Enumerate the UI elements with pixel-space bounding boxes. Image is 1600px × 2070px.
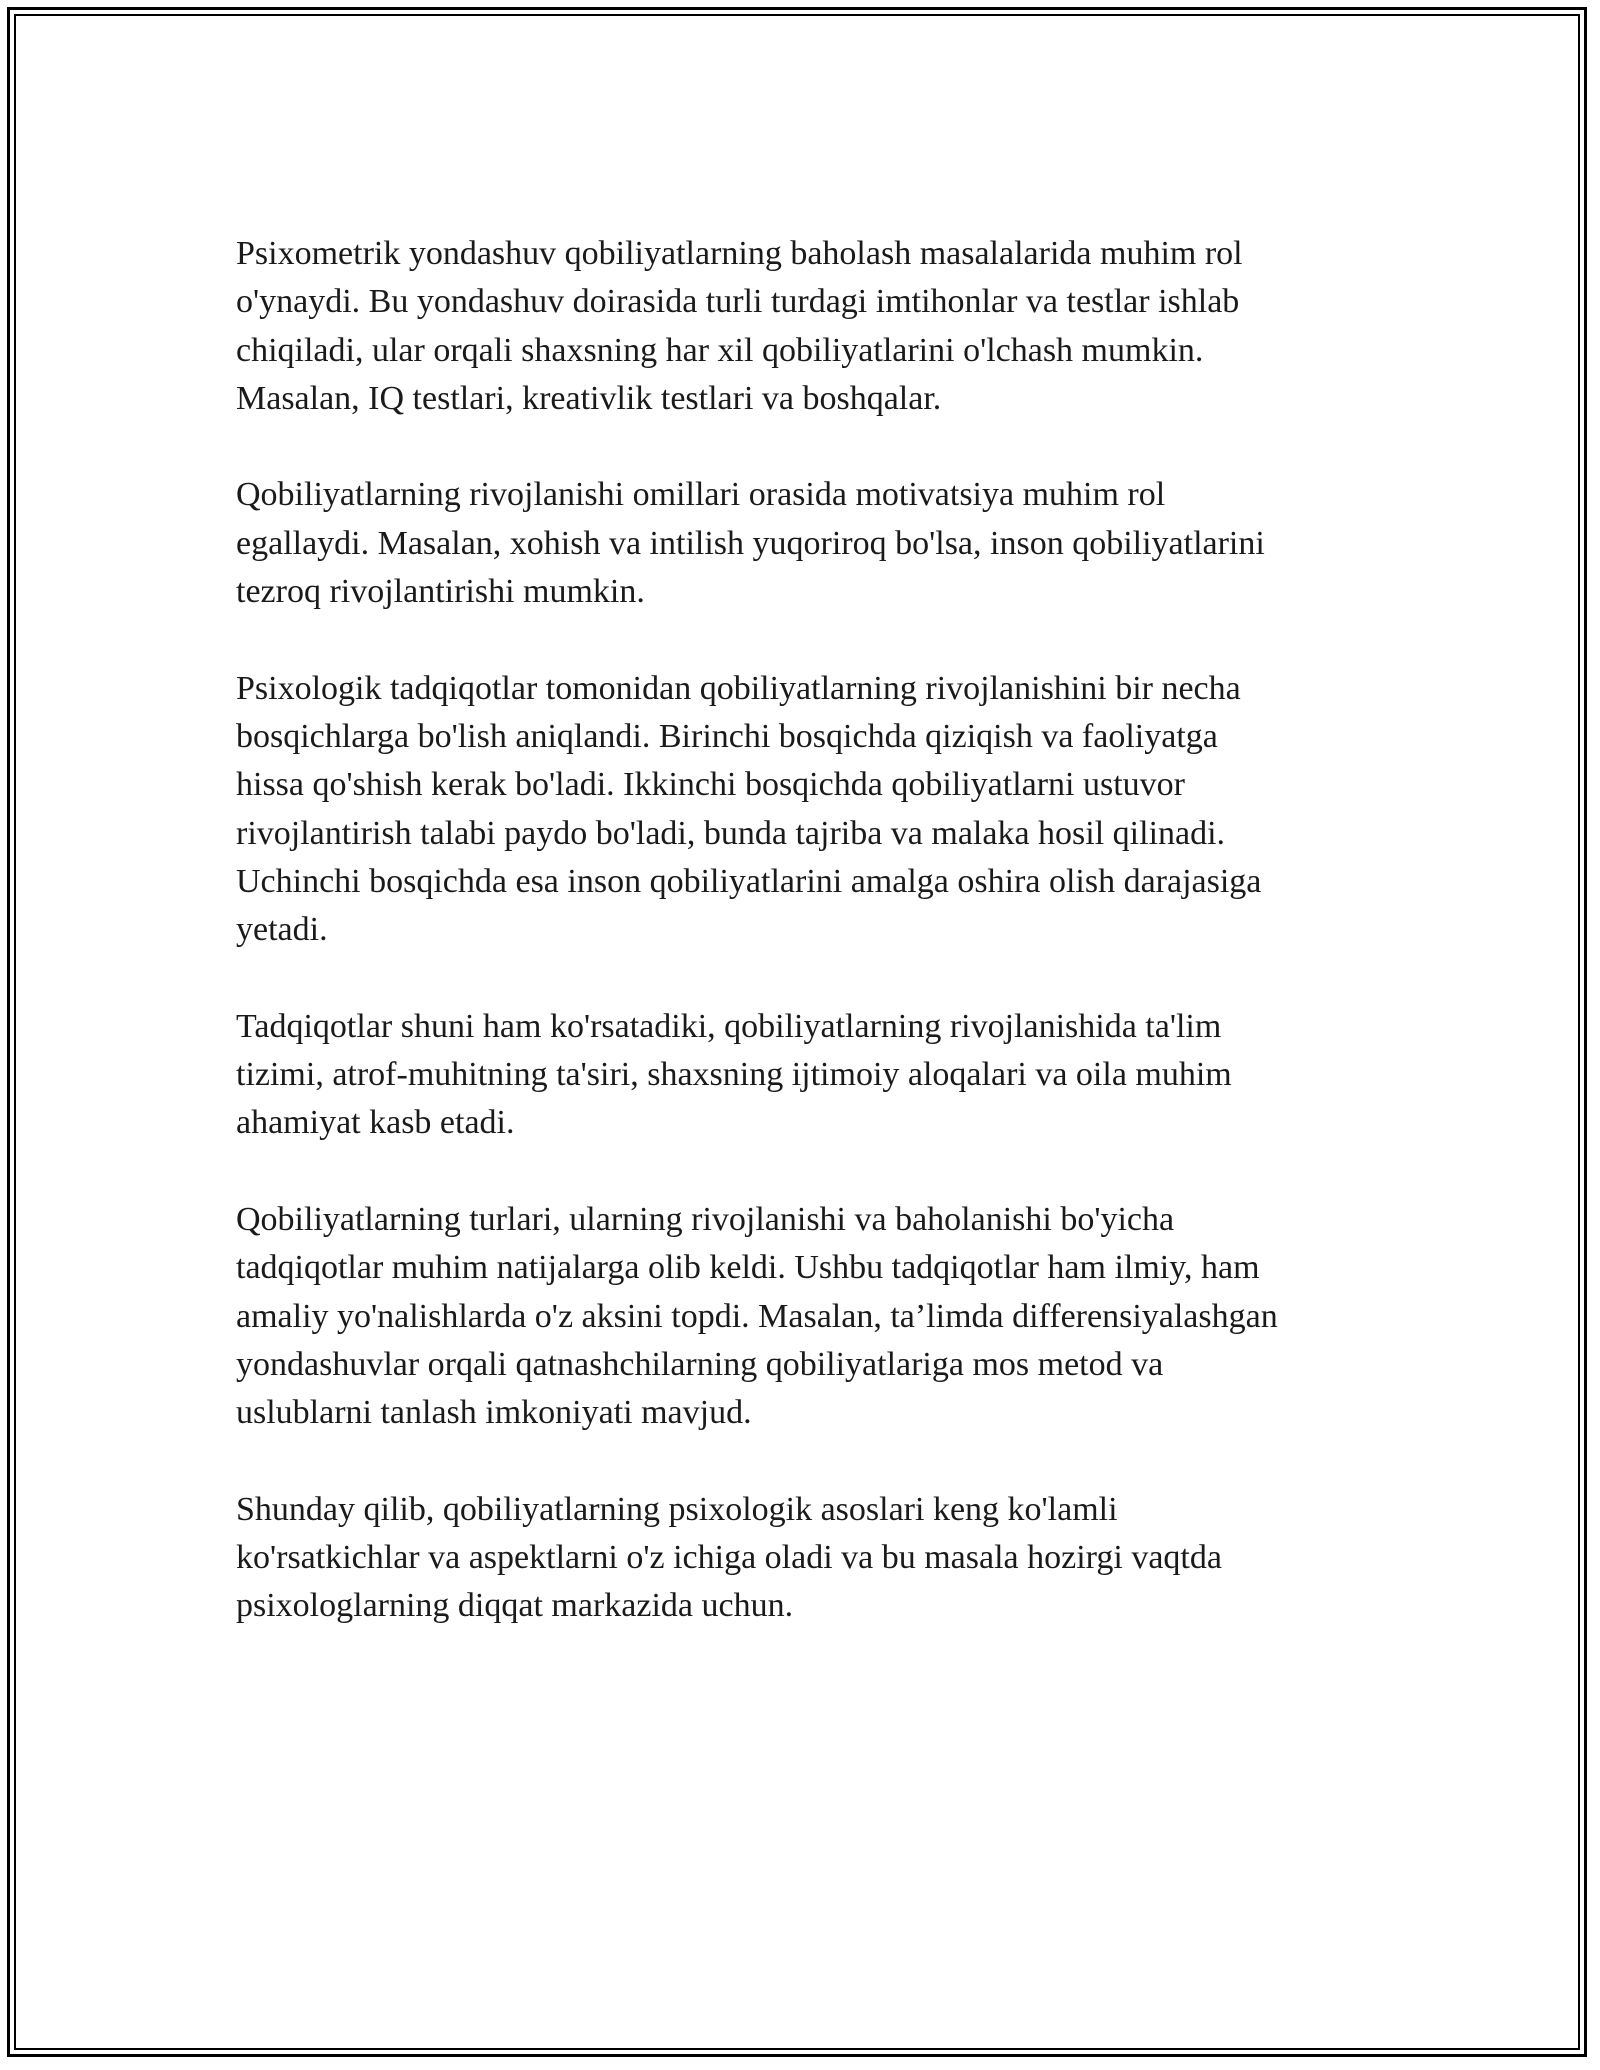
text-line: psixologlarning diqqat markazida uchun. (236, 1587, 794, 1625)
text-line: Uchinchi bosqichda esa inson qobiliyatlarini amalga oshira olish darajasiga (236, 862, 1262, 900)
text-line: chiqiladi, ular orqali shaxsning har xil qobiliyatlarini o'lchash mumkin. (236, 331, 1204, 369)
paragraph-5 (236, 1196, 1386, 1437)
paragraph-2 (236, 471, 1386, 616)
text-line: o'ynaydi. Bu yondashuv doirasida turli turdagi imtihonlar va testlar ishlab (236, 283, 1240, 321)
text-line: ko'rsatkichlar va aspektlarni o'z ichiga oladi va bu masala hozirgi vaqtda (236, 1539, 1222, 1577)
text-line: amaliy yo'nalishlarda o'z aksini topdi. Masalan, ta’limda differensiyalashgan (236, 1297, 1278, 1335)
text-line: yondashuvlar orqali qatnashchilarning qobiliyatlariga mos metod va (236, 1345, 1164, 1383)
text-line: ahamiyat kasb etadi. (236, 1104, 515, 1142)
text-line: Psixologik tadqiqotlar tomonidan qobiliyatlarning rivojlanishini bir necha (236, 669, 1241, 707)
text-line: Masalan, IQ testlari, kreativlik testlari va boshqalar. (236, 379, 942, 417)
text-line: hissa qo'shish kerak bo'ladi. Ikkinchi bosqichda qobiliyatlarni ustuvor (236, 766, 1185, 804)
text-line: egallaydi. Masalan, xohish va intilish yuqoriroq bo'lsa, inson qobiliyatlarini (236, 524, 1265, 562)
text-line: Qobiliyatlarning turlari, ularning rivojlanishi va baholanishi bo'yicha (236, 1200, 1175, 1238)
text-line: tadqiqotlar muhim natijalarga olib keldi. Ushbu tadqiqotlar ham ilmiy, ham (236, 1249, 1260, 1287)
paragraph-4 (236, 1003, 1386, 1148)
text-line: Tadqiqotlar shuni ham ko'rsatadiki, qobiliyatlarning rivojlanishida ta'lim (236, 1007, 1222, 1045)
text-line: Shunday qilib, qobiliyatlarning psixologik asoslari keng ko'lamli (236, 1490, 1118, 1528)
text-line: bosqichlarga bo'lish aniqlandi. Birinchi bosqichda qiziqish va faoliyatga (236, 717, 1218, 755)
text-line: uslublarni tanlash imkoniyati mavjud. (236, 1394, 752, 1432)
text-line: tezroq rivojlantirishi mumkin. (236, 573, 645, 611)
document-body (236, 230, 1386, 1679)
text-line: rivojlantirish talabi paydo bo'ladi, bunda tajriba va malaka hosil qilinadi. (236, 814, 1226, 852)
text-line: Qobiliyatlarning rivojlanishi omillari orasida motivatsiya muhim rol (236, 476, 1166, 514)
text-line: yetadi. (236, 911, 328, 949)
paragraph-6 (236, 1486, 1386, 1631)
text-line: Psixometrik yondashuv qobiliyatlarning baholash masalalarida muhim rol (236, 235, 1243, 272)
paragraph-1 (236, 230, 1386, 423)
text-line: tizimi, atrof-muhitning ta'siri, shaxsning ijtimoiy aloqalari va oila muhim (236, 1056, 1232, 1094)
paragraph-3 (236, 665, 1386, 955)
